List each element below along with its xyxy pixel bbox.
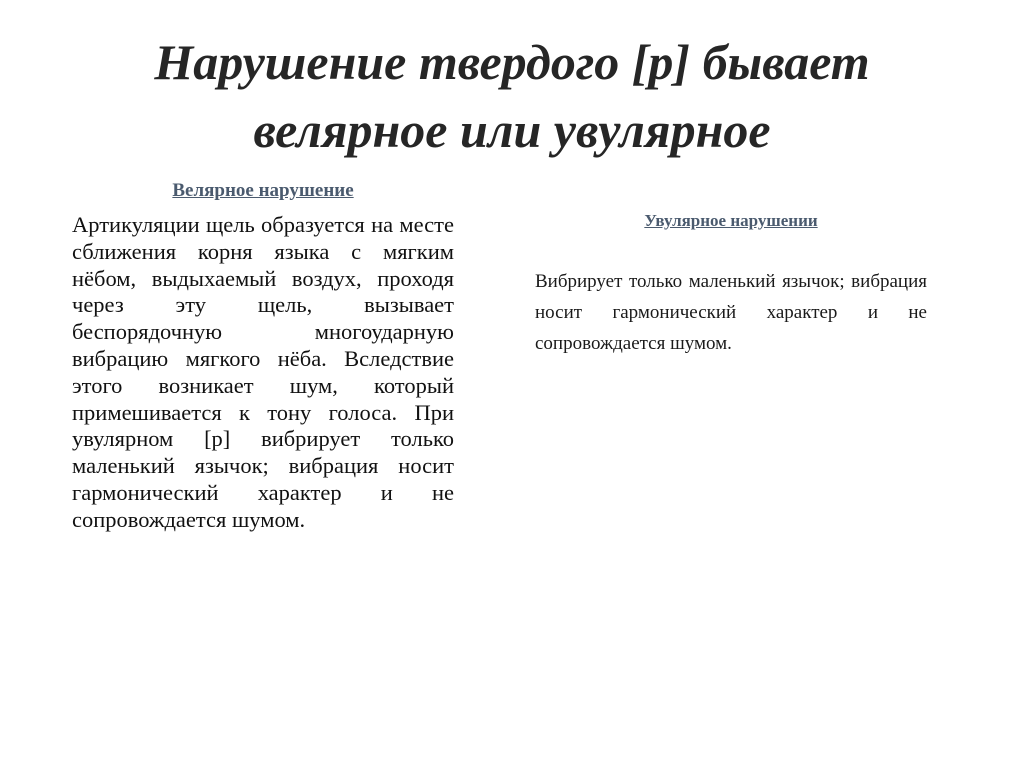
slide-title	[60, 28, 964, 164]
uvular-section	[535, 208, 927, 359]
uvular-heading: Увулярное нарушении	[644, 211, 818, 230]
uvular-body-text: Вибрирует только маленький язычок; вибрация носит гармонический характер и не сопровождается шумом.	[535, 271, 927, 354]
title-line-2: велярное или увулярное	[253, 102, 771, 158]
velar-heading: Велярное нарушение	[172, 180, 354, 201]
velar-body-text: Артикуляции щель образуется на месте сближения корня языка с мягким нёбом, выдыхаемый воздух, проходя через эту щель, вызывает беспорядочную многоударную вибрацию мягкого нёба. Вследствие этого возникает шум, который примешивается к тону голоса. При увулярном [р] вибрирует только маленький язычок; вибрация носит гармонический характер и не сопровождается шумом.	[72, 212, 454, 532]
title-line-1: Нарушение твердого [р] бывает	[154, 34, 870, 90]
velar-section	[72, 178, 454, 534]
